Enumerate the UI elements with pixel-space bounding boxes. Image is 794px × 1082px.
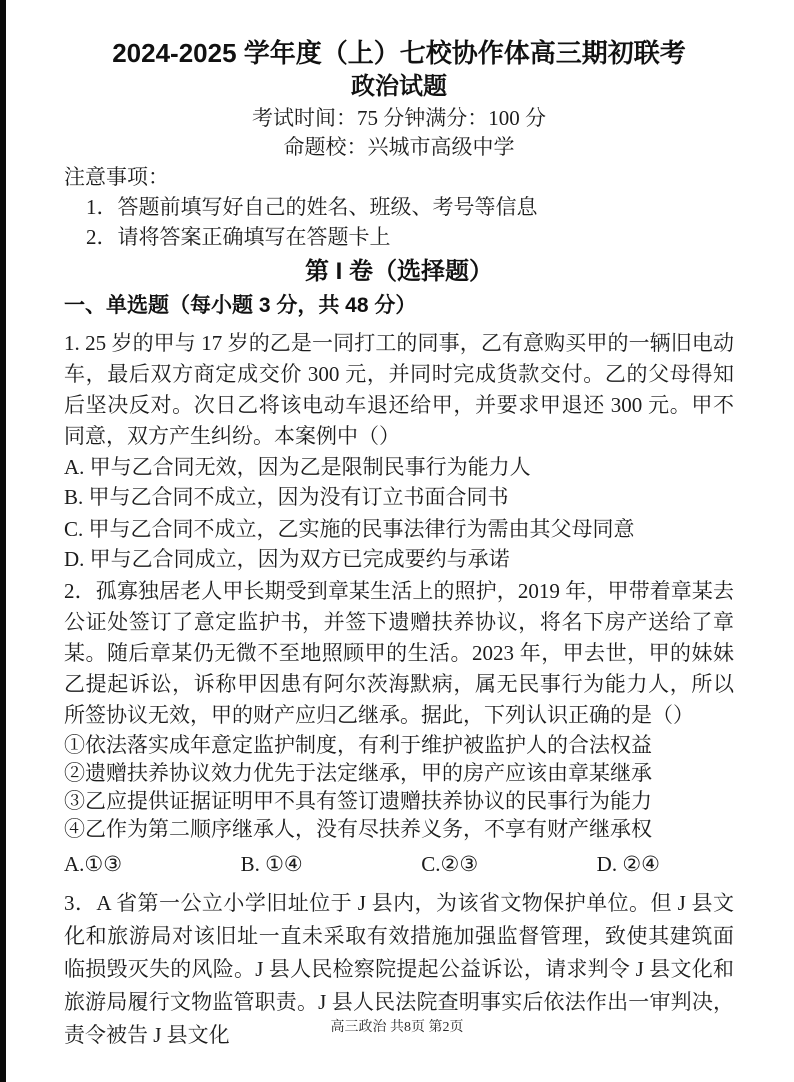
question-2-choice-c: C.②③ xyxy=(421,852,479,876)
exam-time-info: 考试时间：75 分钟满分：100 分 xyxy=(252,106,546,130)
question-2-choice-b: B. ①④ xyxy=(240,852,303,876)
question-2-choices xyxy=(64,849,660,879)
question-2-statement-1: ①依法落实成年意定监护制度，有利于维护被监护人的合法权益 xyxy=(64,733,652,757)
question-2-statement-3: ③乙应提供证据证明甲不具有签订遗赠扶养协议的民事行为能力 xyxy=(64,789,652,813)
exam-subtitle: 政治试题 xyxy=(351,73,447,100)
note-item-1: 1．答题前填写好自己的姓名、班级、考号等信息 xyxy=(86,195,538,219)
part-heading: 第 I 卷（选择题） xyxy=(304,258,493,285)
question-2 xyxy=(64,576,734,879)
question-3-stem: 3．A 省第一公立小学旧址位于 J 县内，为该省文物保护单位。但 J 县文化和旅游局对该旧址一直未采取有效措施加强监督管理，致使其建筑面临损毁灭失的风险。J 县人民检察院提起公益诉讼，请求判令 J 县文化和旅游局履行文物监管职责。J 县人民法院查明事实后依法作出一审判决，责令被告 J 县文化 xyxy=(64,891,734,1047)
question-2-statement-2: ②遗赠扶养协议效力优先于法定继承，甲的房产应该由章某继承 xyxy=(64,761,652,785)
exam-title: 2024-2025 学年度（上）七校协作体高三期初联考 xyxy=(112,38,686,68)
page-content xyxy=(64,36,734,1052)
scan-edge-artifact xyxy=(0,0,6,1082)
exam-school-info: 命题校：兴城市高级中学 xyxy=(283,135,515,159)
notes-heading: 注意事项： xyxy=(64,165,169,189)
question-2-statement-4: ④乙作为第二顺序继承人，没有尽扶养义务，不享有财产继承权 xyxy=(64,817,652,841)
question-1-stem: 1. 25 岁的甲与 17 岁的乙是一同打工的同事，乙有意购买甲的一辆旧电动车，最后双方商定成交价 300 元，并同时完成货款交付。乙的父母得知后坚决反对。次日乙将该电动车退还给甲，并要求甲退还 300 元。甲不同意，双方产生纠纷。本案例中（） xyxy=(64,331,734,448)
question-1-option-b: B. 甲与乙合同不成立，因为没有订立书面合同书 xyxy=(64,485,509,509)
question-2-choice-d: D. ②④ xyxy=(596,852,660,876)
page-footer: 高三政治 共8页 第2页 xyxy=(330,1020,464,1035)
question-1 xyxy=(64,328,734,574)
question-1-option-c: C. 甲与乙合同不成立，乙实施的民事法律行为需由其父母同意 xyxy=(64,517,635,541)
question-1-option-d: D. 甲与乙合同成立，因为双方已完成要约与承诺 xyxy=(64,547,510,571)
question-1-option-a: A. 甲与乙合同无效，因为乙是限制民事行为能力人 xyxy=(64,455,531,479)
question-2-choice-a: A.①③ xyxy=(64,852,123,876)
note-item-2: 2．请将答案正确填写在答题卡上 xyxy=(86,225,391,249)
question-2-stem: 2．孤寡独居老人甲长期受到章某生活上的照护，2019 年，甲带着章某去公证处签订了意定监护书，并签下遗赠扶养协议，将名下房产送给了章某。随后章某仍无微不至地照顾甲的生活。2023 年，甲去世，甲的妹妹乙提起诉讼，诉称甲因患有阿尔茨海默病，属无民事行为能力人，所以所签协议无效，甲的财产应归乙继承。据此，下列认识正确的是（） xyxy=(64,579,734,727)
section-heading: 一、单选题（每小题 3 分，共 48 分） xyxy=(64,294,417,317)
